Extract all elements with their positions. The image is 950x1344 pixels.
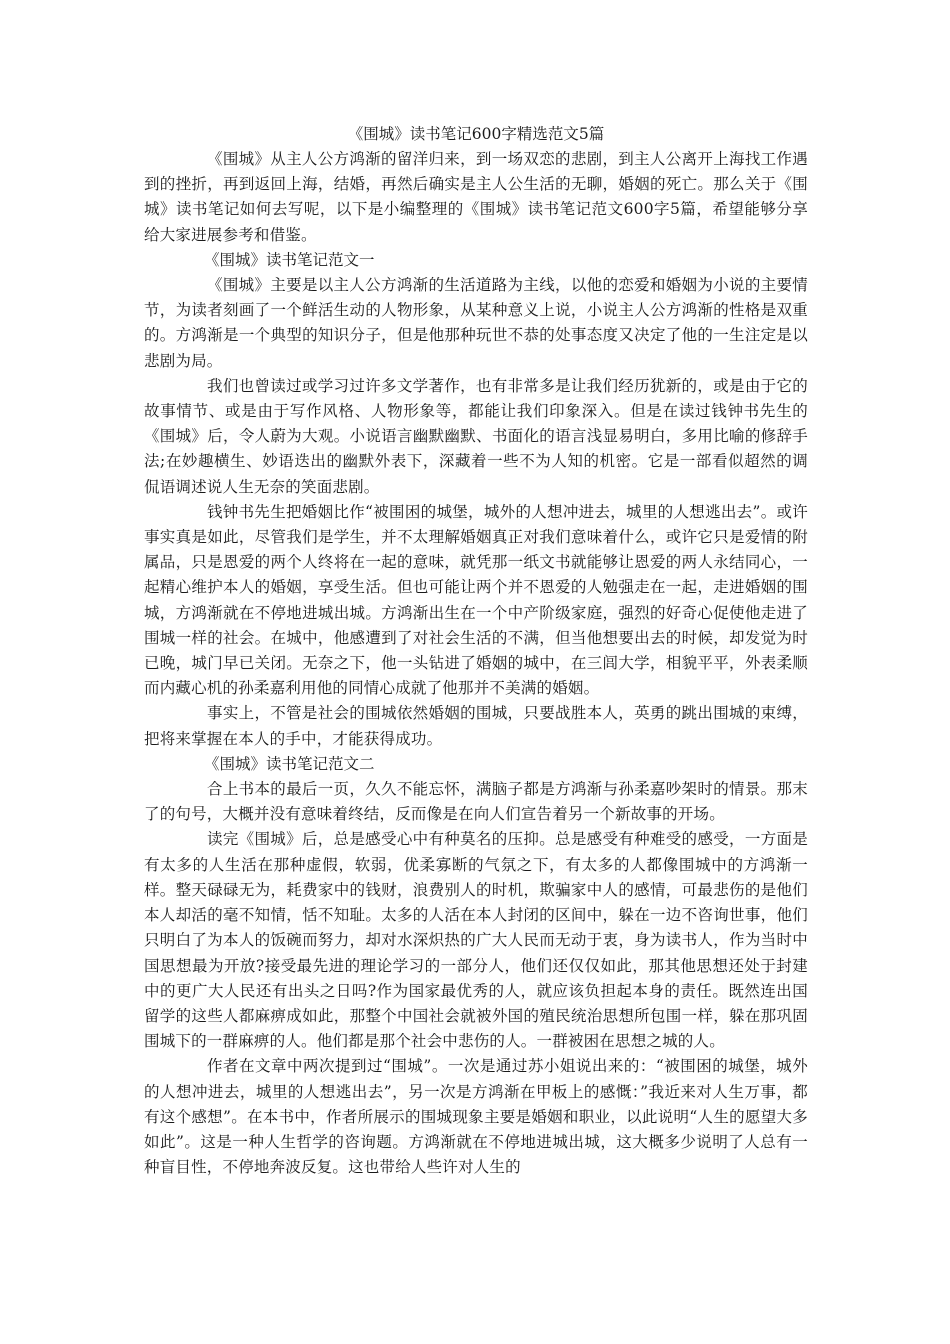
body-paragraph: 我们也曾读过或学习过许多文学著作，也有非常多是让我们经历犹新的，或是由于它的故事情节、或是由于写作风格、人物形象等，都能让我们印象深入。但是在读过钱钟书先生的《围城》后，令人蔚为大观。小说语言幽默幽默、书面化的语言浅显易明白，多用比喻的修辞手法;在妙趣横生、妙语迭出的幽默外表下，深藏着一些不为人知的机密。它是一部看似超然的调侃语调述说人生无奈的笑面悲剧。 — [144, 376, 808, 496]
document-page — [144, 122, 808, 1180]
body-paragraph: 钱钟书先生把婚姻比作“被围困的城堡，城外的人想冲进去，城里的人想逃出去”。或许事实真是如此，尽管我们是学生，并不太理解婚姻真正对我们意味着什么，或许它只是爱情的附属品，只是恩爱的两个人终将在一起的意味，就凭那一纸文书就能够让恩爱的两人永结同心，一起精心维护本人的婚姻，享受生活。但也可能让两个并不恩爱的人勉强走在一起，走进婚姻的围城，方鸿渐就在不停地进城出城。方鸿渐出生在一个中产阶级家庭，强烈的好奇心促使他走进了围城一样的社会。在城中，他感遭到了对社会生活的不满，但当他想要出去的时候，却发觉为时已晚，城门早已关闭。无奈之下，他一头钻进了婚姻的城中，在三闾大学，相貌平平，外表柔顺而内藏心机的孙柔嘉利用他的同情心成就了他那并不美满的婚姻。 — [144, 502, 808, 698]
body-paragraph: 事实上，不管是社会的围城依然婚姻的围城，只要战胜本人，英勇的跳出围城的束缚，把将来掌握在本人的手中，才能获得成功。 — [144, 704, 808, 748]
body-paragraph: 作者在文章中两次提到过“围城”。一次是通过苏小姐说出来的：“被围困的城堡，城外的人想冲进去，城里的人想逃出去”，另一次是方鸿渐在甲板上的感慨：”我近来对人生万事，都有这个感想”。在本书中，作者所展示的围城现象主要是婚姻和职业，以此说明“人生的愿望大多如此”。这是一种人生哲学的咨询题。方鸿渐就在不停地进城出城，这大概多少说明了人总有一种盲目性，不停地奔波反复。这也带给人些许对人生的 — [144, 1057, 808, 1177]
intro-paragraph: 《围城》从主人公方鸿渐的留洋归来，到一场双恋的悲剧，到主人公离开上海找工作遇到的挫折，再到返回上海，结婚，再然后确实是主人公生活的无聊，婚姻的死亡。那么关于《围城》读书笔记如何去写呢，以下是小编整理的《围城》读书笔记范文600字5篇，希望能够分享给大家进展参考和借鉴。 — [144, 150, 808, 244]
section-heading-2: 《围城》读书笔记范文二 — [204, 754, 375, 773]
body-paragraph: 合上书本的最后一页，久久不能忘怀，满脑子都是方鸿渐与孙柔嘉吵架时的情景。那末了的句号，大概并没有意味着终结，反而像是在向人们宣告着另一个新故事的开场。 — [144, 780, 808, 824]
body-paragraph: 读完《围城》后，总是感受心中有种莫名的压抑。总是感受有种难受的感受，一方面是有太多的人生活在那种虚假，软弱，优柔寡断的气氛之下，有太多的人都像围城中的方鸿渐一样。整天碌碌无为，耗费家中的钱财，浪费别人的时机，欺骗家中人的感情，可最悲伤的是他们本人却活的毫不知情，恬不知耻。太多的人活在本人封闭的区间中，躲在一边不咨询世事，他们只明白了为本人的饭碗而努力，却对水深炽热的广大人民而无动于衷，身为读书人，作为当时中国思想最为开放?接受最先进的理论学习的一部分人，他们还仅仅如此，那其他思想还处于封建中的更广大人民还有出头之日吗?作为国家最优秀的人，就应该负担起本身的责任。既然连出国留学的这些人都麻痹成如此，那整个中国社会就被外国的殖民统治思想所包围一样，躲在那巩固围城下的一群麻痹的人。他们都是那个社会中悲伤的人。一群被困在思想之城的人。 — [144, 830, 808, 1051]
body-paragraph: 《围城》主要是以主人公方鸿渐的生活道路为主线，以他的恋爱和婚姻为小说的主要情节，为读者刻画了一个鲜活生动的人物形象，从某种意义上说，小说主人公方鸿渐的性格是双重的。方鸿渐是一个典型的知识分子，但是他那种玩世不恭的处事态度又决定了他的一生注定是以悲剧为局。 — [144, 276, 808, 370]
section-heading-1: 《围城》读书笔记范文一 — [204, 250, 375, 269]
document-title: 《围城》读书笔记600字精选范文5篇 — [347, 125, 605, 143]
